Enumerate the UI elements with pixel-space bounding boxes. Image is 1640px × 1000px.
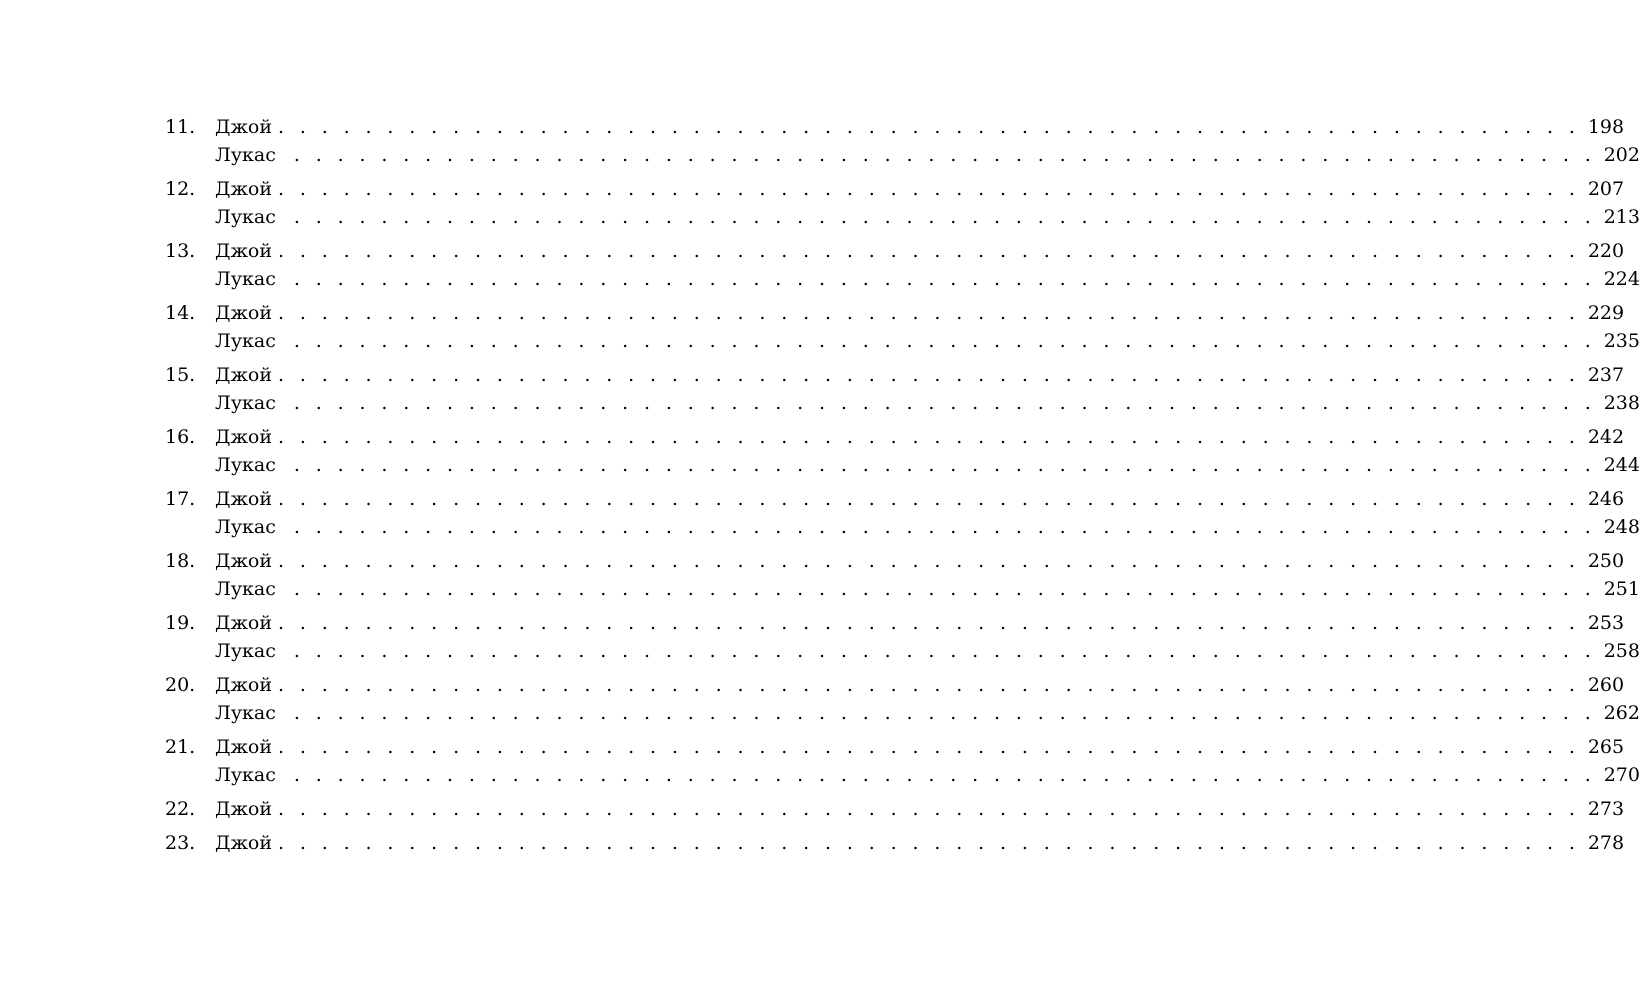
page-number: 273 bbox=[1587, 798, 1625, 820]
dot-leader: . . . . . . . . . . . . . . . . . . . . . . . . . . . . . . . . . . . . . . . . . . . . . . . . . . . . . . . . . . . . bbox=[278, 832, 1580, 854]
chapter-number: 20. bbox=[165, 674, 196, 696]
toc-chapter bbox=[165, 671, 1640, 727]
narrator-name: Лукас bbox=[215, 516, 276, 538]
page-number: 251 bbox=[1603, 578, 1640, 600]
narrator-name: Джой bbox=[215, 426, 273, 448]
page-number: 238 bbox=[1603, 392, 1640, 414]
narrator-name: Лукас bbox=[215, 578, 276, 600]
toc-entry[interactable] bbox=[165, 733, 1625, 761]
toc-entry[interactable] bbox=[165, 795, 1625, 823]
dot-leader: . . . . . . . . . . . . . . . . . . . . . . . . . . . . . . . . . . . . . . . . . . . . . . . . . . . . . . . . . . . . bbox=[293, 516, 1596, 538]
dot-leader: . . . . . . . . . . . . . . . . . . . . . . . . . . . . . . . . . . . . . . . . . . . . . . . . . . . . . . . . . . . . bbox=[278, 736, 1580, 758]
chapter-number: 16. bbox=[165, 426, 196, 448]
narrator-name: Джой bbox=[215, 302, 273, 324]
dot-leader: . . . . . . . . . . . . . . . . . . . . . . . . . . . . . . . . . . . . . . . . . . . . . . . . . . . . . . . . . . . . bbox=[293, 144, 1596, 166]
chapter-number: 19. bbox=[165, 612, 196, 634]
toc-entry[interactable] bbox=[165, 113, 1625, 141]
toc-chapter bbox=[165, 113, 1640, 169]
toc-entry[interactable] bbox=[165, 203, 1640, 231]
narrator-name: Джой bbox=[215, 364, 273, 386]
narrator-name: Лукас bbox=[215, 268, 276, 290]
dot-leader: . . . . . . . . . . . . . . . . . . . . . . . . . . . . . . . . . . . . . . . . . . . . . . . . . . . . . . . . . . . . bbox=[293, 578, 1596, 600]
table-of-contents bbox=[165, 113, 1640, 863]
narrator-name: Джой bbox=[215, 736, 273, 758]
toc-chapter bbox=[165, 547, 1640, 603]
page-number: 237 bbox=[1587, 364, 1625, 386]
toc-entry[interactable] bbox=[165, 699, 1640, 727]
narrator-name: Лукас bbox=[215, 206, 276, 228]
toc-entry[interactable] bbox=[165, 265, 1640, 293]
toc-chapter bbox=[165, 361, 1640, 417]
toc-chapter bbox=[165, 829, 1625, 857]
page-number: 253 bbox=[1587, 612, 1625, 634]
narrator-name: Джой bbox=[215, 240, 273, 262]
chapter-number: 13. bbox=[165, 240, 196, 262]
page-number: 198 bbox=[1587, 116, 1625, 138]
dot-leader: . . . . . . . . . . . . . . . . . . . . . . . . . . . . . . . . . . . . . . . . . . . . . . . . . . . . . . . . . . . . bbox=[278, 178, 1580, 200]
dot-leader: . . . . . . . . . . . . . . . . . . . . . . . . . . . . . . . . . . . . . . . . . . . . . . . . . . . . . . . . . . . . bbox=[278, 240, 1580, 262]
toc-chapter bbox=[165, 733, 1640, 789]
page-number: 258 bbox=[1603, 640, 1640, 662]
narrator-name: Лукас bbox=[215, 702, 276, 724]
page-number: 229 bbox=[1587, 302, 1625, 324]
page-number: 246 bbox=[1587, 488, 1625, 510]
toc-entry[interactable] bbox=[165, 361, 1625, 389]
chapter-number: 11. bbox=[165, 116, 196, 138]
narrator-name: Лукас bbox=[215, 392, 276, 414]
dot-leader: . . . . . . . . . . . . . . . . . . . . . . . . . . . . . . . . . . . . . . . . . . . . . . . . . . . . . . . . . . . . bbox=[293, 330, 1596, 352]
dot-leader: . . . . . . . . . . . . . . . . . . . . . . . . . . . . . . . . . . . . . . . . . . . . . . . . . . . . . . . . . . . . bbox=[293, 206, 1596, 228]
dot-leader: . . . . . . . . . . . . . . . . . . . . . . . . . . . . . . . . . . . . . . . . . . . . . . . . . . . . . . . . . . . . bbox=[278, 612, 1580, 634]
toc-entry[interactable] bbox=[165, 829, 1625, 857]
page-number: 244 bbox=[1603, 454, 1640, 476]
toc-entry[interactable] bbox=[165, 389, 1640, 417]
toc-chapter bbox=[165, 609, 1640, 665]
chapter-number: 18. bbox=[165, 550, 196, 572]
toc-entry[interactable] bbox=[165, 299, 1625, 327]
dot-leader: . . . . . . . . . . . . . . . . . . . . . . . . . . . . . . . . . . . . . . . . . . . . . . . . . . . . . . . . . . . . bbox=[278, 798, 1580, 820]
toc-entry[interactable] bbox=[165, 671, 1625, 699]
page-number: 260 bbox=[1587, 674, 1625, 696]
dot-leader: . . . . . . . . . . . . . . . . . . . . . . . . . . . . . . . . . . . . . . . . . . . . . . . . . . . . . . . . . . . . bbox=[293, 392, 1596, 414]
page-number: 242 bbox=[1587, 426, 1625, 448]
toc-entry[interactable] bbox=[165, 609, 1625, 637]
dot-leader: . . . . . . . . . . . . . . . . . . . . . . . . . . . . . . . . . . . . . . . . . . . . . . . . . . . . . . . . . . . . bbox=[278, 116, 1580, 138]
chapter-number: 14. bbox=[165, 302, 196, 324]
narrator-name: Джой bbox=[215, 178, 273, 200]
narrator-name: Джой bbox=[215, 488, 273, 510]
narrator-name: Джой bbox=[215, 674, 273, 696]
page-number: 220 bbox=[1587, 240, 1625, 262]
narrator-name: Лукас bbox=[215, 640, 276, 662]
narrator-name: Джой bbox=[215, 832, 273, 854]
dot-leader: . . . . . . . . . . . . . . . . . . . . . . . . . . . . . . . . . . . . . . . . . . . . . . . . . . . . . . . . . . . . bbox=[293, 640, 1596, 662]
page-number: 278 bbox=[1587, 832, 1625, 854]
dot-leader: . . . . . . . . . . . . . . . . . . . . . . . . . . . . . . . . . . . . . . . . . . . . . . . . . . . . . . . . . . . . bbox=[293, 764, 1596, 786]
page-number: 270 bbox=[1603, 764, 1640, 786]
page-number: 224 bbox=[1603, 268, 1640, 290]
toc-entry[interactable] bbox=[165, 637, 1640, 665]
dot-leader: . . . . . . . . . . . . . . . . . . . . . . . . . . . . . . . . . . . . . . . . . . . . . . . . . . . . . . . . . . . . bbox=[293, 268, 1596, 290]
narrator-name: Лукас bbox=[215, 764, 276, 786]
chapter-number: 22. bbox=[165, 798, 196, 820]
narrator-name: Лукас bbox=[215, 330, 276, 352]
toc-entry[interactable] bbox=[165, 547, 1625, 575]
page-number: 250 bbox=[1587, 550, 1625, 572]
chapter-number: 15. bbox=[165, 364, 196, 386]
toc-chapter bbox=[165, 795, 1625, 823]
dot-leader: . . . . . . . . . . . . . . . . . . . . . . . . . . . . . . . . . . . . . . . . . . . . . . . . . . . . . . . . . . . . bbox=[278, 426, 1580, 448]
toc-chapter bbox=[165, 299, 1640, 355]
dot-leader: . . . . . . . . . . . . . . . . . . . . . . . . . . . . . . . . . . . . . . . . . . . . . . . . . . . . . . . . . . . . bbox=[278, 550, 1580, 572]
chapter-number: 21. bbox=[165, 736, 196, 758]
toc-entry[interactable] bbox=[165, 485, 1625, 513]
toc-entry[interactable] bbox=[165, 327, 1640, 355]
narrator-name: Лукас bbox=[215, 454, 276, 476]
toc-chapter bbox=[165, 237, 1640, 293]
page-number: 262 bbox=[1603, 702, 1640, 724]
narrator-name: Джой bbox=[215, 612, 273, 634]
toc-entry[interactable] bbox=[165, 237, 1625, 265]
toc-entry[interactable] bbox=[165, 513, 1640, 541]
toc-entry[interactable] bbox=[165, 761, 1640, 789]
page-number: 213 bbox=[1603, 206, 1640, 228]
toc-entry[interactable] bbox=[165, 451, 1640, 479]
toc-entry[interactable] bbox=[165, 175, 1625, 203]
page-number: 207 bbox=[1587, 178, 1625, 200]
dot-leader: . . . . . . . . . . . . . . . . . . . . . . . . . . . . . . . . . . . . . . . . . . . . . . . . . . . . . . . . . . . . bbox=[293, 454, 1596, 476]
dot-leader: . . . . . . . . . . . . . . . . . . . . . . . . . . . . . . . . . . . . . . . . . . . . . . . . . . . . . . . . . . . . bbox=[278, 488, 1580, 510]
toc-chapter bbox=[165, 175, 1640, 231]
toc-entry[interactable] bbox=[165, 575, 1640, 603]
toc-chapter bbox=[165, 485, 1640, 541]
narrator-name: Лукас bbox=[215, 144, 276, 166]
page-number: 235 bbox=[1603, 330, 1640, 352]
page-number: 265 bbox=[1587, 736, 1625, 758]
chapter-number: 23. bbox=[165, 832, 196, 854]
dot-leader: . . . . . . . . . . . . . . . . . . . . . . . . . . . . . . . . . . . . . . . . . . . . . . . . . . . . . . . . . . . . bbox=[278, 674, 1580, 696]
dot-leader: . . . . . . . . . . . . . . . . . . . . . . . . . . . . . . . . . . . . . . . . . . . . . . . . . . . . . . . . . . . . bbox=[293, 702, 1596, 724]
narrator-name: Джой bbox=[215, 550, 273, 572]
toc-chapter bbox=[165, 423, 1640, 479]
page-number: 202 bbox=[1603, 144, 1640, 166]
narrator-name: Джой bbox=[215, 798, 273, 820]
dot-leader: . . . . . . . . . . . . . . . . . . . . . . . . . . . . . . . . . . . . . . . . . . . . . . . . . . . . . . . . . . . . bbox=[278, 302, 1580, 324]
page-number: 248 bbox=[1603, 516, 1640, 538]
dot-leader: . . . . . . . . . . . . . . . . . . . . . . . . . . . . . . . . . . . . . . . . . . . . . . . . . . . . . . . . . . . . bbox=[278, 364, 1580, 386]
narrator-name: Джой bbox=[215, 116, 273, 138]
toc-entry[interactable] bbox=[165, 141, 1640, 169]
chapter-number: 17. bbox=[165, 488, 196, 510]
toc-entry[interactable] bbox=[165, 423, 1625, 451]
chapter-number: 12. bbox=[165, 178, 196, 200]
